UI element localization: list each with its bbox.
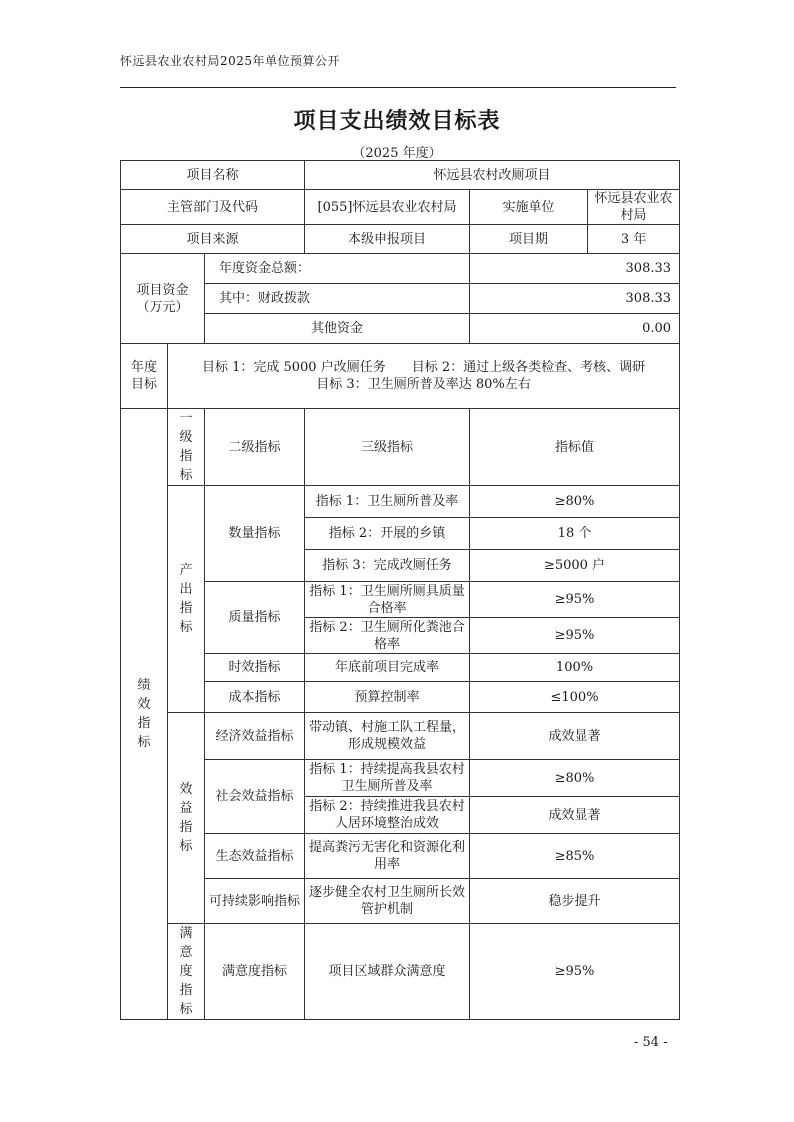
value-cell: 100% xyxy=(470,654,680,682)
level3-cell: 指标 1：卫生厕所厕具质量合格率 xyxy=(305,582,470,618)
goal-line-1: 目标 1：完成 5000 户改厕任务 目标 2：通过上级各类检查、考核、调研 xyxy=(201,360,646,375)
value-annual-total: 308.33 xyxy=(470,254,680,284)
group-satisfaction-text: 满意度指标 xyxy=(179,926,193,1017)
value-period: 3 年 xyxy=(588,225,680,254)
value-implementer: 怀远县农业农村局 xyxy=(588,190,680,225)
level2-cell: 生态效益指标 xyxy=(205,834,305,879)
level2-cell: 成本指标 xyxy=(205,682,305,713)
annual-goal-text xyxy=(168,344,680,409)
document-year: （2025 年度） xyxy=(352,146,442,161)
perf-indicator-text: 绩效指标 xyxy=(137,678,151,750)
value-department: [055]怀远县农业农村局 xyxy=(305,190,470,225)
level3-cell: 项目区域群众满意度 xyxy=(305,924,470,1020)
level3-cell: 指标 3：完成改厕任务 xyxy=(305,550,470,582)
header-level2: 二级指标 xyxy=(205,409,305,486)
table-row xyxy=(121,582,680,618)
value-cell: 稳步提升 xyxy=(470,879,680,924)
row-annual-goal xyxy=(121,344,680,409)
value-cell: ≥80% xyxy=(470,760,680,797)
label-department: 主管部门及代码 xyxy=(121,190,305,225)
running-header: 怀远县农业农村局2025年单位预算公开 xyxy=(120,54,341,68)
group-benefit xyxy=(168,713,205,924)
group-output xyxy=(168,486,205,713)
value-cell: 成效显著 xyxy=(470,797,680,834)
level2-cell: 满意度指标 xyxy=(205,924,305,1020)
level3-cell: 年底前项目完成率 xyxy=(305,654,470,682)
value-cell: ≥95% xyxy=(470,618,680,654)
header-level3: 三级指标 xyxy=(305,409,470,486)
level3-cell: 指标 1：持续提高我县农村卫生厕所普及率 xyxy=(305,760,470,797)
label-annual-total: 年度资金总额： xyxy=(205,254,470,284)
group-output-text: 产出指标 xyxy=(179,563,193,635)
level2-cell: 时效指标 xyxy=(205,654,305,682)
level2-cell: 质量指标 xyxy=(205,582,305,654)
level3-cell: 指标 1：卫生厕所普及率 xyxy=(305,486,470,518)
level3-cell: 指标 2：卫生厕所化粪池合格率 xyxy=(305,618,470,654)
table-row xyxy=(121,760,680,797)
level2-cell: 经济效益指标 xyxy=(205,713,305,760)
level2-cell: 数量指标 xyxy=(205,486,305,582)
value-cell: 成效显著 xyxy=(470,713,680,760)
table-row xyxy=(121,879,680,924)
label-perf-indicator xyxy=(121,409,168,1020)
label-fiscal: 其中：财政拨款 xyxy=(205,284,470,314)
table-row xyxy=(121,654,680,682)
row-annual-total xyxy=(121,254,680,284)
table-row xyxy=(121,924,680,1020)
row-other xyxy=(121,314,680,344)
level1-text: 一级指标 xyxy=(179,411,193,483)
label-other: 其他资金 xyxy=(205,314,470,344)
level3-cell: 指标 2：持续推进我县农村人居环境整治成效 xyxy=(305,797,470,834)
value-fiscal: 308.33 xyxy=(470,284,680,314)
level3-cell: 逐步健全农村卫生厕所长效管护机制 xyxy=(305,879,470,924)
header-divider xyxy=(120,87,676,88)
document-title: 项目支出绩效目标表 xyxy=(293,109,501,134)
value-other: 0.00 xyxy=(470,314,680,344)
value-cell: ≥95% xyxy=(470,582,680,618)
level3-cell: 提高粪污无害化和资源化利用率 xyxy=(305,834,470,879)
label-period: 项目期 xyxy=(470,225,588,254)
value-cell: ≥80% xyxy=(470,486,680,518)
value-cell: 18 个 xyxy=(470,518,680,550)
label-project-name: 项目名称 xyxy=(121,161,305,190)
row-project-name xyxy=(121,161,680,190)
value-cell: ≤100% xyxy=(470,682,680,713)
level2-cell: 社会效益指标 xyxy=(205,760,305,834)
level3-cell: 带动镇、村施工队工程量，形成规模效益 xyxy=(305,713,470,760)
page-number: - 54 - xyxy=(634,1035,668,1050)
label-source: 项目来源 xyxy=(121,225,305,254)
row-indicator-header xyxy=(121,409,680,486)
header-level1 xyxy=(168,409,205,486)
value-cell: ≥5000 户 xyxy=(470,550,680,582)
value-cell: ≥95% xyxy=(470,924,680,1020)
table-row xyxy=(121,713,680,760)
row-department xyxy=(121,190,680,225)
group-satisfaction xyxy=(168,924,205,1020)
level3-cell: 预算控制率 xyxy=(305,682,470,713)
value-cell: ≥85% xyxy=(470,834,680,879)
level2-cell: 可持续影响指标 xyxy=(205,879,305,924)
row-source xyxy=(121,225,680,254)
performance-target-table xyxy=(120,160,680,1020)
header-value: 指标值 xyxy=(470,409,680,486)
annual-goal-label-text: 年度目标 xyxy=(130,360,157,392)
goal-line-2: 目标 3：卫生厕所普及率达 80%左右 xyxy=(316,377,531,392)
label-annual-goal xyxy=(121,344,168,409)
value-project-name: 怀远县农村改厕项目 xyxy=(305,161,680,190)
label-funds: 项目资金 （万元） xyxy=(121,254,205,344)
table-row xyxy=(121,834,680,879)
level3-cell: 指标 2：开展的乡镇 xyxy=(305,518,470,550)
label-implementer: 实施单位 xyxy=(470,190,588,225)
table-row xyxy=(121,486,680,518)
value-source: 本级申报项目 xyxy=(305,225,470,254)
group-benefit-text: 效益指标 xyxy=(179,782,193,854)
row-fiscal xyxy=(121,284,680,314)
table-row xyxy=(121,682,680,713)
